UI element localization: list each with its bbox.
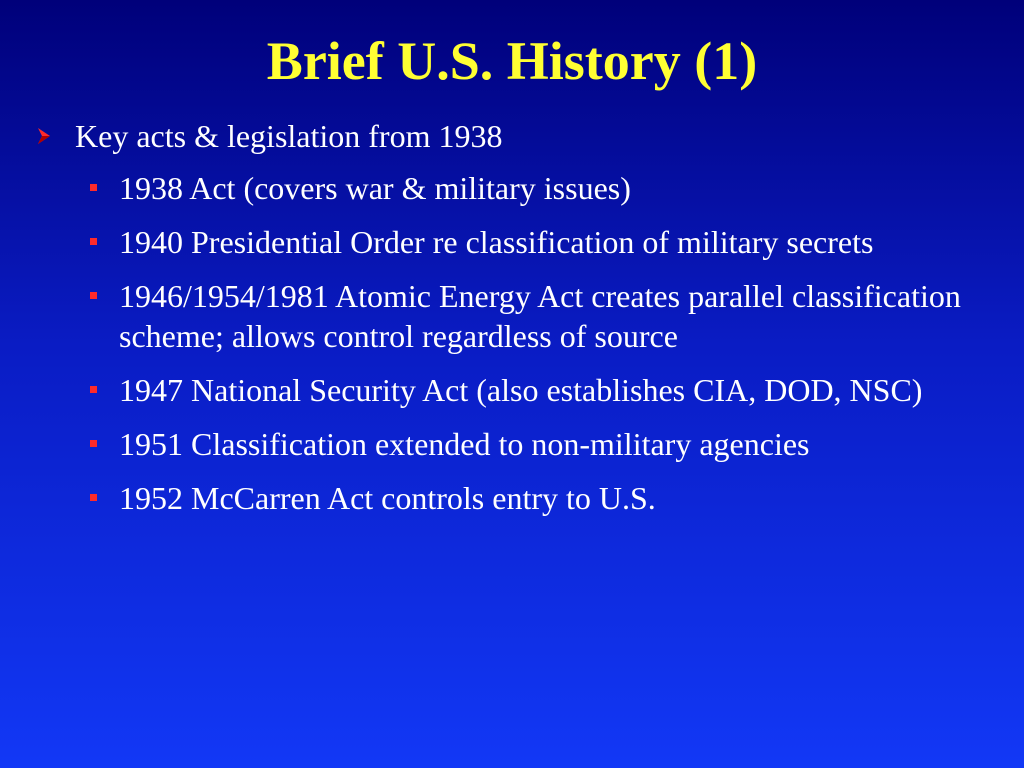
square-bullet-icon <box>90 494 97 501</box>
arrow-bullet-icon <box>36 118 56 154</box>
sub-bullet-text: 1947 National Security Act (also establishes CIA, DOD, NSC) <box>119 372 923 408</box>
sub-bullet-text: 1952 McCarren Act controls entry to U.S. <box>119 480 656 516</box>
sub-bullet-text: 1946/1954/1981 Atomic Energy Act creates parallel classification scheme; allows control regardless of source <box>119 278 961 354</box>
square-bullet-icon <box>90 440 97 447</box>
sub-bullet-list <box>88 168 1006 518</box>
sub-bullet-text: 1938 Act (covers war & military issues) <box>119 170 631 206</box>
sub-bullet-item <box>88 370 1006 410</box>
square-bullet-icon <box>90 292 97 299</box>
slide-title: Brief U.S. History (1) <box>266 31 758 91</box>
sub-bullet-item <box>88 168 1006 208</box>
sub-bullet-item <box>88 222 1006 262</box>
square-bullet-icon <box>90 386 97 393</box>
square-bullet-icon <box>90 238 97 245</box>
sub-bullet-text: 1951 Classification extended to non-military agencies <box>119 426 810 462</box>
slide-body <box>36 116 1006 532</box>
square-bullet-icon <box>90 184 97 191</box>
main-bullet-item <box>36 116 1006 156</box>
sub-bullet-item <box>88 276 1006 356</box>
sub-bullet-item <box>88 478 1006 518</box>
sub-bullet-text: 1940 Presidential Order re classification of military secrets <box>119 224 874 260</box>
main-bullet-text: Key acts & legislation from 1938 <box>75 118 503 154</box>
sub-bullet-item <box>88 424 1006 464</box>
